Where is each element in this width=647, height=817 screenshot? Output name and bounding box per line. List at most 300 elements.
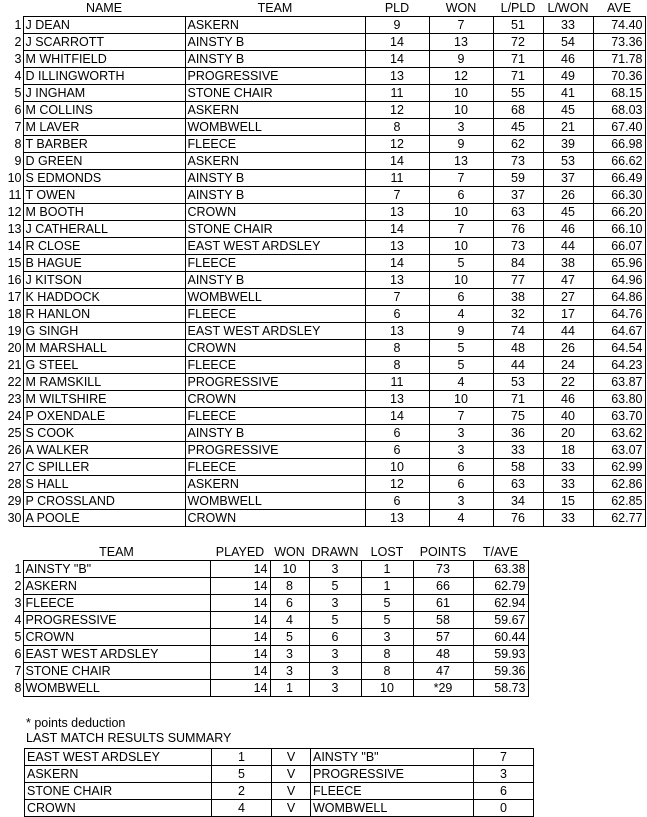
- won-cell: 10: [429, 85, 493, 102]
- won-cell: 8: [270, 578, 309, 595]
- rank-cell: 17: [7, 290, 22, 304]
- legs-won-cell: 44: [543, 238, 593, 255]
- team-cell: PROGRESSIVE: [185, 374, 365, 391]
- header-lpld: L/PLD: [500, 1, 536, 15]
- rank-cell: 24: [7, 409, 22, 423]
- won-cell: 5: [429, 255, 493, 272]
- won-cell: 6: [270, 595, 309, 612]
- won-cell: 3: [429, 442, 493, 459]
- rank-cell: 8: [14, 681, 22, 695]
- rank-cell: 13: [7, 222, 22, 236]
- legs-won-cell: 33: [543, 459, 593, 476]
- won-cell: 3: [429, 119, 493, 136]
- player-row: [0, 459, 645, 476]
- average-cell: 65.96: [593, 255, 645, 272]
- legs-played-cell: 74: [493, 323, 543, 340]
- played-cell: 12: [365, 102, 429, 119]
- team-cell: EAST WEST ARDSLEY: [185, 238, 365, 255]
- header-lwon: L/WON: [547, 1, 589, 15]
- rank-cell: 5: [14, 86, 22, 100]
- team-cell: AINSTY B: [185, 187, 365, 204]
- header-points: POINTS: [419, 545, 467, 559]
- header-team: TEAM: [257, 1, 293, 15]
- played-cell: 8: [365, 119, 429, 136]
- legs-played-cell: 38: [493, 289, 543, 306]
- player-row: [0, 238, 645, 255]
- legs-played-cell: 62: [493, 136, 543, 153]
- rank-cell: 26: [7, 443, 22, 457]
- legs-played-cell: 73: [493, 238, 543, 255]
- away-team-cell: AINSTY "B": [311, 749, 474, 766]
- won-cell: 10: [429, 272, 493, 289]
- played-cell: 14: [210, 680, 270, 697]
- away-score-cell: 6: [474, 783, 534, 800]
- player-name-cell: M WILTSHIRE: [23, 391, 185, 408]
- won-cell: 10: [429, 391, 493, 408]
- team-cell: WOMBWELL: [185, 119, 365, 136]
- won-cell: 9: [429, 136, 493, 153]
- won-cell: 13: [429, 153, 493, 170]
- points-cell: *29: [413, 680, 473, 697]
- drawn-cell: 5: [309, 578, 361, 595]
- player-row: [0, 323, 645, 340]
- legs-won-cell: 49: [543, 68, 593, 85]
- away-score-cell: 3: [474, 766, 534, 783]
- drawn-cell: 3: [309, 595, 361, 612]
- rank-cell: 15: [7, 256, 22, 270]
- team-name-cell: PROGRESSIVE: [23, 612, 210, 629]
- won-cell: 10: [429, 204, 493, 221]
- team-row: [0, 663, 528, 680]
- rank-cell: 4: [14, 69, 22, 83]
- team-average-cell: 59.67: [473, 612, 528, 629]
- legs-played-cell: 59: [493, 170, 543, 187]
- home-team-cell: ASKERN: [25, 766, 212, 783]
- average-cell: 68.15: [593, 85, 645, 102]
- player-row: [0, 510, 645, 527]
- team-cell: WOMBWELL: [185, 289, 365, 306]
- won-cell: 4: [429, 510, 493, 527]
- points-cell: 48: [413, 646, 473, 663]
- home-score-cell: 4: [212, 800, 272, 817]
- legs-played-cell: 71: [493, 391, 543, 408]
- played-cell: 12: [365, 476, 429, 493]
- player-row: [0, 493, 645, 510]
- team-standings-table: [0, 544, 529, 697]
- legs-played-cell: 68: [493, 102, 543, 119]
- team-cell: FLEECE: [185, 136, 365, 153]
- drawn-cell: 3: [309, 663, 361, 680]
- played-cell: 14: [210, 578, 270, 595]
- team-row: [0, 612, 528, 629]
- team-row: [0, 561, 528, 578]
- player-name-cell: G STEEL: [23, 357, 185, 374]
- legs-won-cell: 20: [543, 425, 593, 442]
- rank-cell: 1: [14, 562, 22, 576]
- average-cell: 66.20: [593, 204, 645, 221]
- legs-won-cell: 47: [543, 272, 593, 289]
- player-row: [0, 289, 645, 306]
- legs-played-cell: 33: [493, 442, 543, 459]
- played-cell: 7: [365, 187, 429, 204]
- home-score-cell: 1: [212, 749, 272, 766]
- team-cell: CROWN: [185, 510, 365, 527]
- player-row: [0, 374, 645, 391]
- legs-won-cell: 46: [543, 221, 593, 238]
- team-name-cell: EAST WEST ARDSLEY: [23, 646, 210, 663]
- lost-cell: 10: [361, 680, 413, 697]
- legs-played-cell: 84: [493, 255, 543, 272]
- team-row: [0, 595, 528, 612]
- versus-cell: V: [272, 783, 311, 800]
- player-row: [0, 204, 645, 221]
- won-cell: 10: [429, 102, 493, 119]
- average-cell: 64.76: [593, 306, 645, 323]
- player-name-cell: S COOK: [23, 425, 185, 442]
- played-cell: 13: [365, 391, 429, 408]
- drawn-cell: 3: [309, 561, 361, 578]
- rank-cell: 6: [14, 647, 22, 661]
- team-row: [0, 578, 528, 595]
- points-cell: 61: [413, 595, 473, 612]
- won-cell: 6: [429, 459, 493, 476]
- played-cell: 13: [365, 510, 429, 527]
- player-name-cell: J DEAN: [23, 17, 185, 34]
- player-row: [0, 170, 645, 187]
- played-cell: 10: [365, 459, 429, 476]
- lost-cell: 5: [361, 612, 413, 629]
- played-cell: 14: [210, 629, 270, 646]
- player-row: [0, 17, 645, 34]
- player-row: [0, 102, 645, 119]
- away-team-cell: WOMBWELL: [311, 800, 474, 817]
- legs-won-cell: 26: [543, 187, 593, 204]
- home-team-cell: STONE CHAIR: [25, 783, 212, 800]
- player-row: [0, 119, 645, 136]
- legs-played-cell: 32: [493, 306, 543, 323]
- legs-played-cell: 77: [493, 272, 543, 289]
- won-cell: 4: [270, 612, 309, 629]
- legs-won-cell: 26: [543, 340, 593, 357]
- player-row: [0, 476, 645, 493]
- rank-cell: 2: [14, 579, 22, 593]
- average-cell: 66.49: [593, 170, 645, 187]
- rank-cell: 3: [14, 52, 22, 66]
- player-name-cell: M RAMSKILL: [23, 374, 185, 391]
- header-drawn: DRAWN: [311, 545, 359, 559]
- rank-cell: 27: [7, 460, 22, 474]
- team-table-header: [0, 544, 528, 561]
- team-average-cell: 59.93: [473, 646, 528, 663]
- legs-played-cell: 36: [493, 425, 543, 442]
- legs-won-cell: 22: [543, 374, 593, 391]
- home-score-cell: 2: [212, 783, 272, 800]
- team-cell: FLEECE: [185, 255, 365, 272]
- drawn-cell: 3: [309, 680, 361, 697]
- won-cell: 4: [429, 374, 493, 391]
- played-cell: 14: [210, 595, 270, 612]
- played-cell: 6: [365, 442, 429, 459]
- rank-cell: 7: [14, 120, 22, 134]
- team-name-cell: FLEECE: [23, 595, 210, 612]
- average-cell: 66.10: [593, 221, 645, 238]
- legs-won-cell: 39: [543, 136, 593, 153]
- legs-won-cell: 33: [543, 510, 593, 527]
- legs-played-cell: 72: [493, 34, 543, 51]
- player-row: [0, 340, 645, 357]
- home-score-cell: 5: [212, 766, 272, 783]
- rank-cell: 29: [7, 494, 22, 508]
- player-row: [0, 255, 645, 272]
- legs-played-cell: 75: [493, 408, 543, 425]
- average-cell: 66.30: [593, 187, 645, 204]
- rank-cell: 5: [14, 630, 22, 644]
- drawn-cell: 6: [309, 629, 361, 646]
- won-cell: 6: [429, 289, 493, 306]
- match-result-row: [25, 766, 534, 783]
- away-team-cell: FLEECE: [311, 783, 474, 800]
- legs-played-cell: 63: [493, 476, 543, 493]
- team-cell: CROWN: [185, 391, 365, 408]
- rank-cell: 16: [7, 273, 22, 287]
- played-cell: 11: [365, 374, 429, 391]
- team-cell: STONE CHAIR: [185, 221, 365, 238]
- player-name-cell: S HALL: [23, 476, 185, 493]
- won-cell: 7: [429, 408, 493, 425]
- player-row: [0, 85, 645, 102]
- legs-won-cell: 21: [543, 119, 593, 136]
- legs-played-cell: 63: [493, 204, 543, 221]
- played-cell: 14: [210, 561, 270, 578]
- played-cell: 14: [210, 663, 270, 680]
- player-name-cell: R HANLON: [23, 306, 185, 323]
- played-cell: 13: [365, 238, 429, 255]
- legs-played-cell: 51: [493, 17, 543, 34]
- won-cell: 5: [429, 357, 493, 374]
- average-cell: 67.40: [593, 119, 645, 136]
- player-row: [0, 425, 645, 442]
- team-cell: CROWN: [185, 340, 365, 357]
- team-cell: ASKERN: [185, 102, 365, 119]
- legs-won-cell: 46: [543, 51, 593, 68]
- points-cell: 57: [413, 629, 473, 646]
- won-cell: 3: [270, 646, 309, 663]
- player-table-header: [0, 0, 645, 17]
- average-cell: 73.36: [593, 34, 645, 51]
- player-name-cell: B HAGUE: [23, 255, 185, 272]
- legs-played-cell: 55: [493, 85, 543, 102]
- legs-won-cell: 18: [543, 442, 593, 459]
- away-score-cell: 0: [474, 800, 534, 817]
- team-average-cell: 63.38: [473, 561, 528, 578]
- home-team-cell: CROWN: [25, 800, 212, 817]
- played-cell: 14: [365, 51, 429, 68]
- points-cell: 66: [413, 578, 473, 595]
- rank-cell: 7: [14, 664, 22, 678]
- rank-cell: 4: [14, 613, 22, 627]
- average-cell: 70.36: [593, 68, 645, 85]
- player-row: [0, 187, 645, 204]
- versus-cell: V: [272, 766, 311, 783]
- team-cell: FLEECE: [185, 306, 365, 323]
- drawn-cell: 5: [309, 612, 361, 629]
- average-cell: 62.85: [593, 493, 645, 510]
- player-name-cell: M LAVER: [23, 119, 185, 136]
- player-row: [0, 442, 645, 459]
- average-cell: 63.07: [593, 442, 645, 459]
- played-cell: 13: [365, 323, 429, 340]
- won-cell: 6: [429, 476, 493, 493]
- rank-cell: 10: [7, 171, 22, 185]
- rank-cell: 8: [14, 137, 22, 151]
- rank-cell: 22: [7, 375, 22, 389]
- legs-played-cell: 73: [493, 153, 543, 170]
- legs-played-cell: 48: [493, 340, 543, 357]
- lost-cell: 8: [361, 663, 413, 680]
- average-cell: 62.99: [593, 459, 645, 476]
- player-name-cell: P CROSSLAND: [23, 493, 185, 510]
- won-cell: 5: [270, 629, 309, 646]
- legs-won-cell: 53: [543, 153, 593, 170]
- team-name-cell: AINSTY "B": [23, 561, 210, 578]
- player-name-cell: C SPILLER: [23, 459, 185, 476]
- team-row: [0, 629, 528, 646]
- player-name-cell: J CATHERALL: [23, 221, 185, 238]
- average-cell: 64.67: [593, 323, 645, 340]
- player-name-cell: D ILLINGWORTH: [23, 68, 185, 85]
- rank-cell: 20: [7, 341, 22, 355]
- player-name-cell: T OWEN: [23, 187, 185, 204]
- legs-won-cell: 15: [543, 493, 593, 510]
- player-name-cell: J SCARROTT: [23, 34, 185, 51]
- team-cell: AINSTY B: [185, 272, 365, 289]
- average-cell: 64.23: [593, 357, 645, 374]
- points-cell: 58: [413, 612, 473, 629]
- header-won: WON: [274, 545, 305, 559]
- legs-played-cell: 71: [493, 51, 543, 68]
- legs-won-cell: 40: [543, 408, 593, 425]
- legs-won-cell: 33: [543, 476, 593, 493]
- played-cell: 6: [365, 493, 429, 510]
- lost-cell: 3: [361, 629, 413, 646]
- played-cell: 8: [365, 340, 429, 357]
- played-cell: 6: [365, 425, 429, 442]
- average-cell: 66.62: [593, 153, 645, 170]
- player-name-cell: R CLOSE: [23, 238, 185, 255]
- player-row: [0, 357, 645, 374]
- team-cell: AINSTY B: [185, 170, 365, 187]
- match-result-row: [25, 749, 534, 766]
- team-cell: STONE CHAIR: [185, 85, 365, 102]
- player-row: [0, 34, 645, 51]
- player-row: [0, 221, 645, 238]
- won-cell: 9: [429, 51, 493, 68]
- average-cell: 74.40: [593, 17, 645, 34]
- legs-played-cell: 45: [493, 119, 543, 136]
- player-name-cell: M BOOTH: [23, 204, 185, 221]
- won-cell: 10: [270, 561, 309, 578]
- rank-cell: 19: [7, 324, 22, 338]
- player-row: [0, 408, 645, 425]
- team-average-cell: 58.73: [473, 680, 528, 697]
- header-pld: PLD: [384, 1, 410, 15]
- last-match-title: LAST MATCH RESULTS SUMMARY: [26, 731, 232, 745]
- lost-cell: 1: [361, 578, 413, 595]
- played-cell: 11: [365, 170, 429, 187]
- header-played: PLAYED: [215, 545, 265, 559]
- average-cell: 62.86: [593, 476, 645, 493]
- legs-won-cell: 45: [543, 102, 593, 119]
- player-row: [0, 306, 645, 323]
- team-cell: CROWN: [185, 204, 365, 221]
- played-cell: 7: [365, 289, 429, 306]
- won-cell: 5: [429, 340, 493, 357]
- won-cell: 3: [429, 493, 493, 510]
- player-row: [0, 136, 645, 153]
- legs-played-cell: 58: [493, 459, 543, 476]
- team-name-cell: CROWN: [23, 629, 210, 646]
- average-cell: 64.96: [593, 272, 645, 289]
- away-team-cell: PROGRESSIVE: [311, 766, 474, 783]
- player-name-cell: M COLLINS: [23, 102, 185, 119]
- match-result-row: [25, 783, 534, 800]
- played-cell: 14: [210, 612, 270, 629]
- player-name-cell: J INGHAM: [23, 85, 185, 102]
- rank-cell: 30: [7, 511, 22, 525]
- player-name-cell: S EDMONDS: [23, 170, 185, 187]
- team-average-cell: 62.94: [473, 595, 528, 612]
- played-cell: 13: [365, 68, 429, 85]
- rank-cell: 12: [7, 205, 22, 219]
- player-name-cell: K HADDOCK: [23, 289, 185, 306]
- lost-cell: 1: [361, 561, 413, 578]
- player-row: [0, 272, 645, 289]
- player-name-cell: M WHITFIELD: [23, 51, 185, 68]
- won-cell: 3: [429, 425, 493, 442]
- legs-won-cell: 33: [543, 17, 593, 34]
- average-cell: 63.62: [593, 425, 645, 442]
- player-row: [0, 68, 645, 85]
- team-cell: AINSTY B: [185, 34, 365, 51]
- header-won: WON: [445, 1, 477, 15]
- team-row: [0, 646, 528, 663]
- won-cell: 7: [429, 221, 493, 238]
- rank-cell: 25: [7, 426, 22, 440]
- legs-won-cell: 24: [543, 357, 593, 374]
- versus-cell: V: [272, 749, 311, 766]
- team-cell: PROGRESSIVE: [185, 68, 365, 85]
- team-name-cell: ASKERN: [23, 578, 210, 595]
- won-cell: 12: [429, 68, 493, 85]
- rank-cell: 18: [7, 307, 22, 321]
- team-average-cell: 62.79: [473, 578, 528, 595]
- average-cell: 64.86: [593, 289, 645, 306]
- player-row: [0, 153, 645, 170]
- match-result-row: [25, 800, 534, 817]
- played-cell: 14: [365, 408, 429, 425]
- rank-cell: 9: [14, 154, 22, 168]
- played-cell: 11: [365, 85, 429, 102]
- played-cell: 12: [365, 136, 429, 153]
- header-tave: T/AVE: [482, 545, 519, 559]
- average-cell: 63.80: [593, 391, 645, 408]
- played-cell: 8: [365, 357, 429, 374]
- rank-cell: 2: [14, 35, 22, 49]
- player-row: [0, 51, 645, 68]
- legs-played-cell: 76: [493, 221, 543, 238]
- won-cell: 3: [270, 663, 309, 680]
- versus-cell: V: [272, 800, 311, 817]
